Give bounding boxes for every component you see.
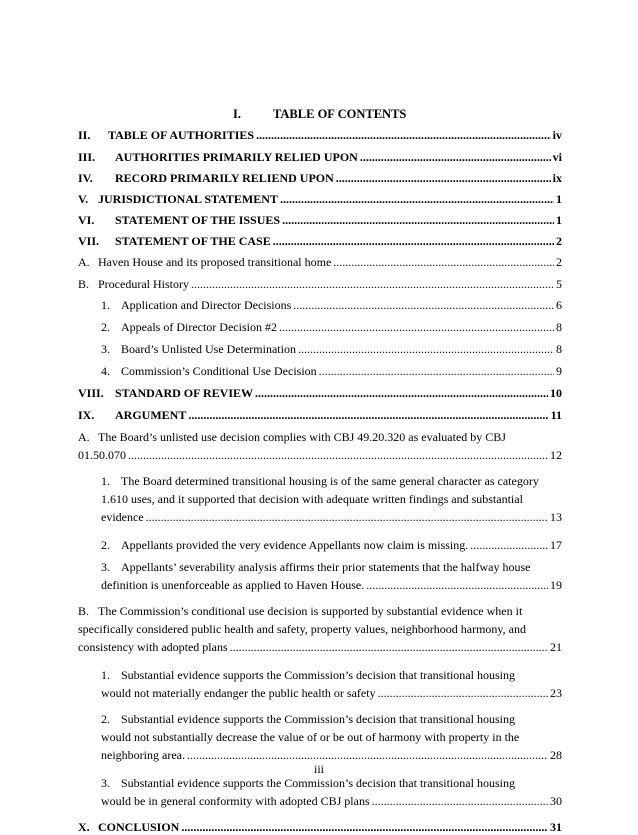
toc-entry-standard-of-review[interactable] bbox=[78, 386, 562, 401]
toc-entry-marker: B. bbox=[78, 277, 90, 291]
toc-entry-marker: 1. bbox=[101, 474, 110, 488]
toc-entry-authorities-relied-upon[interactable] bbox=[78, 150, 562, 165]
toc-entry-public-health-safety[interactable] bbox=[101, 668, 562, 701]
toc-entry-marker: VII. bbox=[78, 234, 100, 248]
toc-entry-label: JURISDICTIONAL STATEMENT bbox=[98, 192, 278, 206]
toc-leader-dots bbox=[191, 277, 554, 292]
toc-leader-dots bbox=[273, 234, 554, 249]
toc-entry-argument[interactable] bbox=[78, 408, 562, 423]
toc-entry-unlisted-use-determination[interactable] bbox=[101, 342, 562, 357]
toc-leader-dots bbox=[470, 538, 548, 553]
toc-entry-adopted-plans[interactable] bbox=[101, 776, 562, 809]
toc-leader-dots bbox=[181, 820, 548, 835]
toc-entry-label: CONCLUSION bbox=[98, 820, 180, 834]
toc-entry-page: 13 bbox=[550, 510, 562, 524]
toc-entry-procedural-history[interactable] bbox=[78, 277, 562, 292]
toc-entry-page: 9 bbox=[556, 364, 562, 378]
toc-entry-line: Appellants’ severability analysis affirms their prior statements that the halfway house bbox=[121, 560, 531, 574]
toc-entry-page: 6 bbox=[556, 298, 562, 312]
toc-entry-label: Appellants provided the very evidence Appellants now claim is missing. bbox=[121, 538, 469, 552]
toc-entry-marker: 2. bbox=[101, 712, 110, 726]
toc-leader-dots bbox=[378, 686, 548, 701]
toc-entry-page: ix bbox=[552, 171, 562, 185]
toc-entry-table-of-authorities[interactable] bbox=[78, 128, 562, 143]
toc-leader-dots bbox=[360, 150, 551, 165]
toc-entry-statement-of-issues[interactable] bbox=[78, 213, 562, 228]
toc-entry-label: Commission’s Conditional Use Decision bbox=[121, 364, 317, 378]
toc-entry-commission-conditional-use[interactable] bbox=[78, 604, 562, 655]
toc-leader-dots bbox=[187, 748, 548, 763]
toc-entry-label: 01.50.070 bbox=[78, 448, 126, 462]
toc-entry-marker: VI. bbox=[78, 213, 95, 227]
toc-entry-line: would not substantially decrease the value of or be out of harmony with property in the bbox=[101, 730, 520, 744]
toc-entry-line: Substantial evidence supports the Commission’s decision that transitional housing bbox=[121, 776, 515, 790]
toc-entry-line: Substantial evidence supports the Commission’s decision that transitional housing bbox=[121, 712, 515, 726]
toc-leader-dots bbox=[372, 794, 548, 809]
toc-entry-label: TABLE OF AUTHORITIES bbox=[108, 128, 255, 142]
toc-entry-page: 30 bbox=[550, 794, 562, 808]
toc-entry-page: 5 bbox=[556, 277, 562, 291]
toc-entry-label: RECORD PRIMARILY RELIEND UPON bbox=[115, 171, 334, 185]
toc-leader-dots bbox=[255, 386, 548, 401]
toc-heading-number: I. bbox=[233, 107, 241, 121]
toc-entry-label: Appeals of Director Decision #2 bbox=[121, 320, 277, 334]
toc-leader-dots bbox=[256, 128, 551, 143]
toc-entry-line: The Commission’s conditional use decision is supported by substantial evidence when it bbox=[98, 604, 523, 618]
toc-leader-dots bbox=[298, 342, 554, 357]
toc-leader-dots bbox=[146, 510, 548, 525]
toc-leader-dots bbox=[336, 171, 551, 186]
page-number: iii bbox=[313, 762, 324, 776]
toc-entry-marker: IV. bbox=[78, 171, 93, 185]
toc-entry-label: STANDARD OF REVIEW bbox=[115, 386, 254, 400]
toc-entry-marker: 4. bbox=[101, 364, 110, 378]
toc-entry-page: 8 bbox=[556, 320, 562, 334]
toc-entry-label: AUTHORITIES PRIMARILY RELIED UPON bbox=[115, 150, 358, 164]
toc-leader-dots bbox=[319, 364, 554, 379]
toc-entry-marker: X. bbox=[78, 820, 90, 834]
toc-entry-page: 28 bbox=[550, 748, 562, 762]
toc-entry-label: Application and Director Decisions bbox=[121, 298, 292, 312]
toc-entry-line: The Board determined transitional housing is of the same general character as category bbox=[121, 474, 539, 488]
toc-entry-page: 2 bbox=[556, 234, 562, 248]
toc-leader-dots bbox=[333, 255, 554, 270]
toc-entry-marker: 1. bbox=[101, 298, 110, 312]
toc-entry-marker: II. bbox=[78, 128, 91, 142]
toc-entry-page: 21 bbox=[550, 640, 562, 654]
toc-entry-conditional-use-decision[interactable] bbox=[101, 364, 562, 379]
toc-entry-page: 11 bbox=[550, 408, 562, 422]
toc-entry-marker: III. bbox=[78, 150, 96, 164]
toc-entry-label: consistency with adopted plans bbox=[78, 640, 228, 654]
toc-entry-same-general-character[interactable] bbox=[101, 474, 562, 525]
toc-entry-application-decisions[interactable] bbox=[101, 298, 562, 313]
toc-entry-label: Board’s Unlisted Use Determination bbox=[121, 342, 296, 356]
toc-entry-line: specifically considered public health and safety, property values, neighborhood harmony, and bbox=[78, 622, 526, 636]
toc-entry-marker: IX. bbox=[78, 408, 95, 422]
toc-entry-label: neighboring area. bbox=[101, 748, 185, 762]
toc-entry-statement-of-case[interactable] bbox=[78, 234, 562, 249]
toc-entry-appeals-director-decision[interactable] bbox=[101, 320, 562, 335]
toc-entry-label: Haven House and its proposed transitional home bbox=[98, 255, 332, 269]
toc-entry-label: STATEMENT OF THE CASE bbox=[115, 234, 271, 248]
toc-entry-marker: 2. bbox=[101, 320, 110, 334]
toc-leader-dots bbox=[128, 448, 548, 463]
toc-entry-page: 31 bbox=[550, 820, 562, 834]
toc-entry-label: definition is unenforceable as applied to Haven House. bbox=[101, 578, 365, 592]
toc-leader-dots bbox=[280, 192, 554, 207]
toc-leader-dots bbox=[366, 578, 548, 593]
toc-entry-marker: 2. bbox=[101, 538, 110, 552]
toc-entry-page: vi bbox=[552, 150, 562, 164]
toc-leader-dots bbox=[279, 320, 554, 335]
toc-entry-marker: 3. bbox=[101, 342, 110, 356]
toc-entry-line: 1.610 uses, and it supported that decision with adequate written findings and substantial bbox=[101, 492, 523, 506]
toc-entry-conclusion[interactable] bbox=[78, 820, 562, 835]
toc-entry-appellants-evidence[interactable] bbox=[101, 538, 562, 553]
toc-entry-page: 1 bbox=[556, 192, 562, 206]
toc-entry-marker: VIII. bbox=[78, 386, 104, 400]
toc-entry-label: would be in general conformity with adopted CBJ plans bbox=[101, 794, 370, 808]
toc-entry-haven-house[interactable] bbox=[78, 255, 562, 270]
toc-entry-marker: A. bbox=[78, 255, 90, 269]
toc-entry-page: 23 bbox=[550, 686, 562, 700]
toc-entry-page: 17 bbox=[550, 538, 562, 552]
toc-entry-page: 1 bbox=[556, 213, 562, 227]
toc-entry-marker: B. bbox=[78, 604, 90, 618]
toc-leader-dots bbox=[293, 298, 554, 313]
toc-entry-label: evidence bbox=[101, 510, 144, 524]
toc-entry-page: 19 bbox=[550, 578, 562, 592]
toc-entry-label: would not materially endanger the public health or safety bbox=[101, 686, 376, 700]
toc-entry-line: Substantial evidence supports the Commission’s decision that transitional housing bbox=[121, 668, 515, 682]
toc-entry-jurisdictional-statement[interactable] bbox=[78, 192, 562, 207]
toc-leader-dots bbox=[230, 640, 548, 655]
toc-entry-severability-analysis[interactable] bbox=[101, 560, 562, 593]
toc-leader-dots bbox=[188, 408, 548, 423]
toc-heading-title: TABLE OF CONTENTS bbox=[273, 107, 407, 121]
toc-entry-marker: 3. bbox=[101, 776, 110, 790]
toc-entry-board-unlisted-use[interactable] bbox=[78, 430, 562, 463]
toc-entry-label: STATEMENT OF THE ISSUES bbox=[115, 213, 281, 227]
toc-entry-label: ARGUMENT bbox=[115, 408, 187, 422]
toc-entry-page: 8 bbox=[556, 342, 562, 356]
toc-leader-dots bbox=[282, 213, 554, 228]
toc-entry-property-values-harmony[interactable] bbox=[101, 712, 562, 763]
toc-entry-page: 2 bbox=[556, 255, 562, 269]
toc-entry-record-relied-upon[interactable] bbox=[78, 171, 562, 186]
toc-entry-line: The Board’s unlisted use decision complies with CBJ 49.20.320 as evaluated by CBJ bbox=[98, 430, 506, 444]
toc-entry-marker: V. bbox=[78, 192, 89, 206]
toc-entry-page: 10 bbox=[550, 386, 562, 400]
toc-entry-page: iv bbox=[552, 128, 562, 142]
toc-entry-page: 12 bbox=[550, 448, 562, 462]
toc-entry-label: Procedural History bbox=[98, 277, 189, 291]
toc-entry-marker: 3. bbox=[101, 560, 110, 574]
toc-entry-marker: A. bbox=[78, 430, 90, 444]
toc-entry-marker: 1. bbox=[101, 668, 110, 682]
